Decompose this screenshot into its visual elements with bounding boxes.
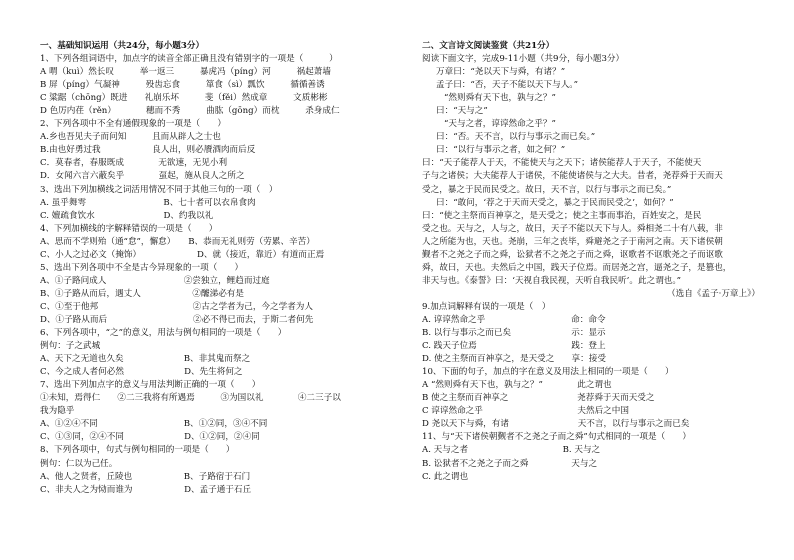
left-text-line: 7、选出下列加点字的意义与用法判断正确的一项（ ） [40, 380, 261, 391]
right-text-line: 非天与也。《泰誓》曰：‘天视自我民视，天听自我民听’。此之谓也。” [422, 275, 682, 286]
left-text-line: C、非夫人之为恸而谁为 D、孟子通于石丘 [40, 484, 252, 495]
right-text-line: D. 使之主祭而百神享之，是天受之 享：接受 [422, 354, 606, 365]
left-text-line: A、①子路问成人 ②尝独立，鲤趋而过庭 [40, 275, 270, 286]
right-text-line: 子与之诸侯；大夫能荐人于诸侯，不能使诸侯与之大夫。昔者，尧荐舜于天而天 [422, 171, 723, 182]
left-text-line: B、①子路从而后，遇丈人 ②醵涕必有是 [40, 288, 244, 299]
right-text-line: 9.加点词解释有误的一项是（ ） [422, 301, 551, 312]
left-text-line: ①未知，焉得仁 ②二三我将有所遇焉 ③为国以礼 ④二三子以 [40, 393, 341, 404]
right-text-line: 舜，故曰，天也。夫然后之中国，践天子位焉。而居尧之宫，逼尧之子，是篡也， [422, 262, 732, 273]
left-section-heading: 一、基础知识运用（共24分，每小题3分） [40, 41, 205, 51]
right-text-line: 阅读下面文字，完成9-11小题（共9分，每小题3分） [422, 54, 625, 65]
left-text-line: A、思而不学则殆（通“怠”，懈怠） B、恭而无礼则劳（劳累、辛苦） [40, 236, 315, 247]
left-column [40, 40, 392, 497]
left-text-line: 4、下列加横线的字解释错误的一项是（ ） [40, 223, 218, 234]
left-text-line: 例句：仁以为己任。 [40, 458, 118, 469]
right-text-line: A. 天与之者 B. 天与之 [422, 445, 601, 456]
right-text-line: 11、与“天下诸侯朝觐者不之尧之子而之舜”句式相同的一项是（ ） [422, 432, 691, 443]
left-text-line: B 屏（píng）气凝神 殁齿忘食 箪食（sì）瓢饮 循循善诱 [40, 80, 325, 91]
right-text-line: C. 践天子位焉 践：登上 [422, 341, 606, 352]
left-text-line: C．莫春者，春服既成 无欲速，无见小利 [40, 158, 228, 169]
right-text-line: C 谆谆然命之乎 夫然后之中国 [422, 406, 629, 417]
right-text-line: C. 此之谓也 [422, 471, 469, 482]
left-text-line: C、①③同，②④不同 D、①②同，②④同 [40, 432, 260, 443]
right-text-line: 受之也。天与之，人与之，故曰，天子不能以天下与人。舜相尧二十有八载，非 [422, 223, 723, 234]
left-text-line: 3、选出下列加横线之词活用情况不同于其他三句的一项（ ） [40, 184, 278, 195]
right-text-line: B. 以行与事示之而已矣 示：显示 [422, 328, 606, 339]
right-text-line: 曰：“使之主祭而百神享之，是天受之；使之主事而事治，百姓安之，是民 [422, 210, 702, 221]
left-text-line: B.由也好勇过我 良人出，则必餍酒肉而后反 [40, 145, 256, 156]
left-text-line: A、他人之贤者，丘陵也 B、子路宿于石门 [40, 471, 251, 482]
left-text-line: C、今之成人者何必然 D、先生将何之 [40, 367, 243, 378]
left-text-line: C、①至于他邦 ②古之学者为己，今之学者为人 [40, 301, 313, 312]
right-text-line: B. 讼狱者不之尧之子而之舜 天与之 [422, 458, 598, 469]
left-text-line: 8、下列各项中，句式与例句相同的一项是（ ） [40, 445, 235, 456]
right-column [422, 40, 770, 484]
right-text-line: 孟子曰：“否，天子不能以天下与人。” [436, 80, 578, 91]
right-text-line: 曰：“天与之” [436, 106, 488, 117]
right-text-line: “天与之者，谆谆然命之乎？” [444, 119, 556, 130]
right-text-line: 人之所能为也，天也。尧崩，三年之丧毕，舜避尧之子于南河之南。天下诸侯朝 [422, 236, 723, 247]
left-text-line: D．女闻六言六蔽矣乎 虿起，施从良人之所之 [40, 171, 245, 182]
right-text-line: （选自《孟子·万章上》） [667, 288, 760, 299]
left-text-line: D 色厉内荏（rěn） 穗而不秀 曲肱（gōng）而枕 杀身成仁 [40, 106, 340, 117]
right-text-line: A “然则舜有天下也，孰与之？” 此之谓也 [422, 380, 612, 391]
right-text-line: 万章曰：“尧以天下与舜，有诸？” [436, 67, 566, 78]
left-text-line: A、天下之无道也久矣 B、非其鬼而祭之 [40, 354, 251, 365]
right-text-line: 10、下面的句子，加点的字在意义及用法上相同的一项是（ ） [422, 367, 674, 378]
left-text-line: 我为隐乎 [40, 406, 75, 417]
right-text-line: 曰：“敢问，‘荐之于天而天受之，暴之于民而民受之’，如何？” [436, 197, 674, 208]
right-text-line: 觐者不之尧之子而之舜，讼狱者不之尧之子而之舜，讴歌者不讴歌尧之子而讴歌 [422, 249, 723, 260]
right-text-line: “然则舜有天下也，孰与之？” [444, 93, 556, 104]
left-text-line: C、小人之过必文（掩饰） D、就（接近，靠近）有道而正焉 [40, 249, 325, 260]
right-text-line: A. 谆谆然命之乎 命：命令 [422, 314, 606, 325]
right-text-line: B 使之主祭而百神享之 尧荐舜于天而天受之 [422, 393, 655, 404]
left-text-line: 6、下列各项中，“之”的意义，用法与例句相同的一项是（ ） [40, 328, 287, 339]
left-text-line: 1、下列各组词语中，加点字的读音全部正确且没有错别字的一项是（ ） [40, 54, 338, 65]
left-text-line: 5、选出下列各项中不全是古今异现象的一项（ ） [40, 262, 244, 273]
left-text-line: A. 虽乎舞雩 B、七十者可以衣帛食肉 [40, 197, 256, 208]
right-text-line: 曰：“以行与事示之者，如之何？” [436, 145, 566, 156]
left-text-line: C. 嬗疏食饮水 D、约我以礼 [40, 210, 214, 221]
right-text-line: 曰：“否。天不言，以行与事示之而已矣。” [436, 132, 596, 143]
right-text-line: D 尧以天下与舜，有诸 天不言，以行与事示之而已矣 [422, 419, 690, 430]
right-text-line: 曰：“天子能荐人于天，不能使天与之天下；诸侯能荐人于天子，不能使天 [422, 158, 702, 169]
left-text-line: C 粱踞（chōng）既进 礼崩乐坏 斐（fěi）然成章 文质彬彬 [40, 93, 328, 104]
left-text-line: 2、下列各项中不全有通假现象的一项是（ ） [40, 119, 226, 130]
left-text-line: A 喟（kuì）然长叹 举一返三 暴虎冯（píng）河 祸起萧墙 [40, 67, 331, 78]
right-section-heading: 二、文言诗文阅读鉴赏（共21分） [422, 41, 555, 51]
right-text-line: 受之，暴之于民而民受之。故曰，天不言，以行与事示之而已矣。” [422, 184, 672, 195]
left-text-line: A.乡也吾见夫子而问知 且而从辟人之士也 [40, 132, 221, 143]
left-text-line: A、①②④不同 B、①②同，③④不同 [40, 419, 268, 430]
left-text-line: D、①子路从而后 ②必不得已而去，于斯二者何先 [40, 314, 314, 325]
left-text-line: 例句：子之武城 [40, 341, 101, 352]
